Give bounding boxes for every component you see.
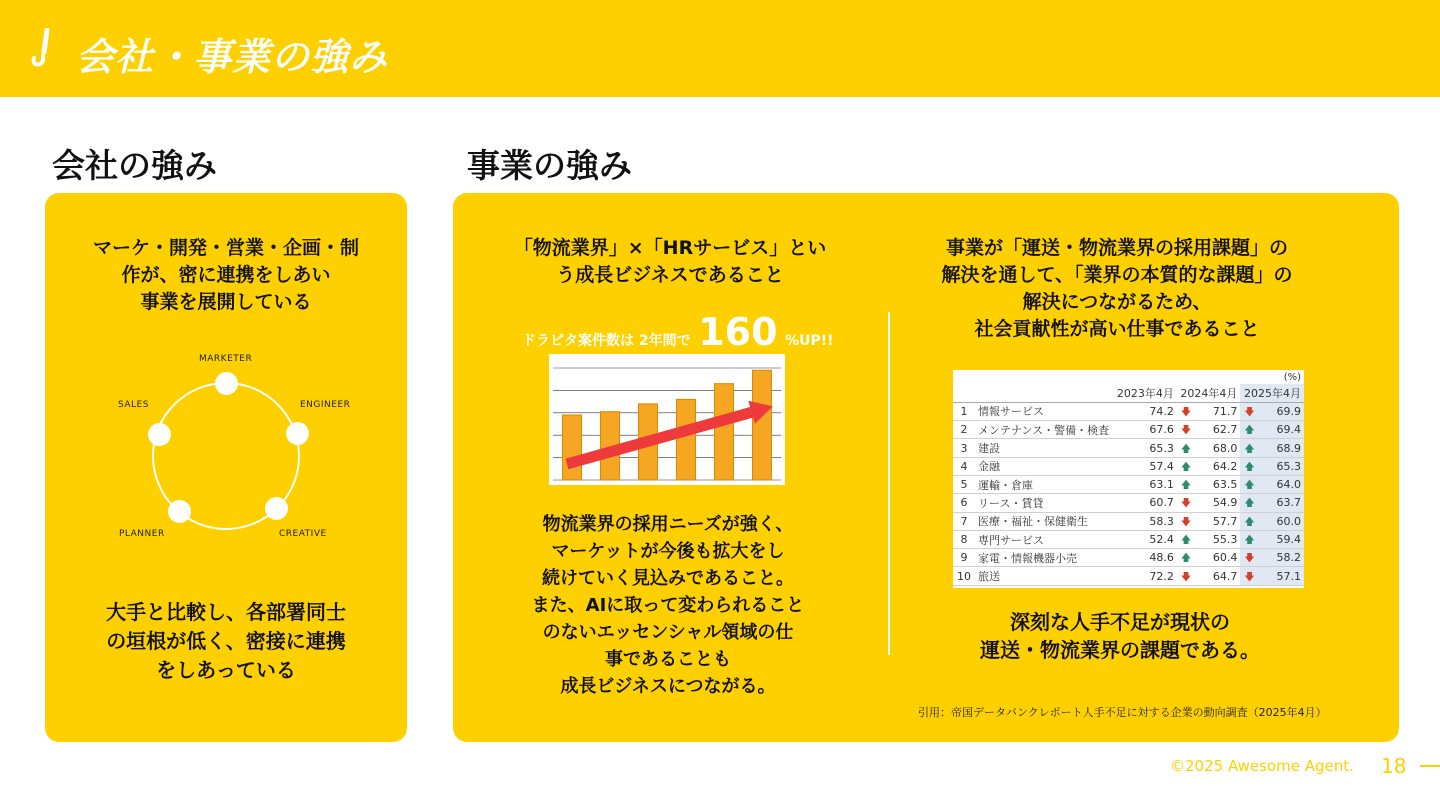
value-2025-cell: [1240, 549, 1304, 567]
value-2025-cell: [1240, 494, 1304, 512]
col-2023: 2023年4月: [1113, 384, 1177, 402]
table-row: [953, 530, 1304, 548]
growth-bar-chart: [549, 354, 785, 485]
value: 69.4: [1276, 423, 1301, 437]
table-row: [953, 549, 1304, 567]
arrow-up-icon: 🡅: [1244, 498, 1255, 510]
value-2025-cell: [1240, 457, 1304, 475]
value-2023-cell: 48.6: [1113, 549, 1177, 567]
value: 57.1: [1276, 569, 1301, 583]
sales-node: [148, 423, 171, 446]
value: 71.7: [1212, 404, 1238, 418]
value: 65.3: [1276, 459, 1301, 473]
industry-cell: リース・賃貸: [975, 494, 1113, 512]
headline-suffix: %UP!!: [785, 333, 834, 349]
value-2023-cell: 60.7: [1113, 494, 1177, 512]
table-row: [953, 567, 1304, 585]
arrow-up-icon: 🡅: [1180, 535, 1192, 547]
no-cell: 1: [953, 402, 975, 420]
value-2023-cell: 65.3: [1113, 439, 1177, 457]
value-2025-cell: [1240, 475, 1304, 493]
arrow-up-icon: 🡅: [1244, 480, 1255, 492]
table-row: [953, 457, 1304, 475]
case-growth-headline: [522, 310, 834, 354]
creative-label: CREATIVE: [279, 529, 327, 539]
arrow-down-icon: 🡇: [1180, 425, 1192, 437]
arrow-up-icon: 🡅: [1244, 443, 1255, 455]
value: 57.7: [1212, 514, 1238, 528]
team-cycle-diagram: [45, 345, 407, 545]
table-row: [953, 512, 1304, 530]
table-row: [953, 402, 1304, 420]
value-2025-cell: [1240, 512, 1304, 530]
value-2025-cell: [1240, 530, 1304, 548]
industry-cell: 建設: [975, 439, 1113, 457]
table-row: [953, 494, 1304, 512]
no-cell: 7: [953, 512, 975, 530]
industry-cell: メンテナンス・警備・検査: [975, 421, 1113, 439]
value-2024-cell: [1177, 512, 1241, 530]
company-barrier-text: 大手と比較し、各部署同士 の垣根が低く、密接に連携 をしあっている: [106, 600, 346, 682]
no-cell: 9: [953, 549, 975, 567]
sales-label: SALES: [118, 400, 149, 410]
citation: 引用：帝国データバンクレポート人手不足に対する企業の動向調査（2025年4月）: [918, 706, 1327, 719]
arrow-down-icon: 🡇: [1244, 571, 1255, 583]
arrow-down-icon: 🡇: [1180, 498, 1192, 510]
arrow-up-icon: 🡅: [1244, 516, 1255, 528]
no-cell: 4: [953, 457, 975, 475]
company-strength-title: 会社の強み: [52, 146, 217, 185]
table-row: [953, 439, 1304, 457]
value-2023-cell: 52.4: [1113, 530, 1177, 548]
no-cell: 2: [953, 421, 975, 439]
column-divider: [888, 312, 890, 655]
value: 64.2: [1212, 459, 1238, 473]
arrow-down-icon: 🡇: [1180, 571, 1192, 583]
table-unit: (%): [1283, 371, 1301, 383]
value: 58.2: [1276, 551, 1301, 565]
value: 55.3: [1212, 533, 1238, 547]
checkmark-icon: [30, 28, 56, 68]
arrow-up-icon: 🡅: [1180, 480, 1192, 492]
chart-bar: [677, 399, 696, 480]
planner-node: [168, 500, 191, 523]
page-number: 18: [1381, 754, 1407, 778]
business-strength-title: 事業の強み: [467, 146, 632, 185]
growth-business-title: 「物流業界」×「HRサービス」とい う成長ビジネスであること: [513, 237, 827, 286]
engineer-node: [286, 422, 309, 445]
industry-cell: 旅送: [975, 567, 1113, 585]
arrow-down-icon: 🡇: [1180, 406, 1192, 418]
value: 59.4: [1276, 533, 1301, 547]
industry-cell: 医療・福祉・保健衛生: [975, 512, 1113, 530]
creative-node: [265, 497, 288, 520]
planner-label: PLANNER: [119, 529, 165, 539]
table-row: [953, 421, 1304, 439]
value-2023-cell: 74.2: [1113, 402, 1177, 420]
value-2023-cell: 72.2: [1113, 567, 1177, 585]
col-2025: 2025年4月: [1240, 384, 1304, 402]
arrow-up-icon: 🡅: [1244, 535, 1255, 547]
industry-cell: 運輸・倉庫: [975, 475, 1113, 493]
table-header-row: [953, 384, 1304, 402]
industry-cell: 金融: [975, 457, 1113, 475]
social-contribution-title: 事業が「運送・物流業界の採用課題」の 解決を通して、「業界の本質的な課題」の 解決につながるため、 社会貢献性が高い仕事であること: [941, 237, 1293, 340]
engineer-label: ENGINEER: [300, 400, 351, 410]
value: 64.7: [1212, 569, 1238, 583]
company-collab-text: マーケ・開発・営業・企画・制 作が、密に連携をしあい 事業を展開している: [92, 237, 359, 313]
arrow-up-icon: 🡅: [1180, 461, 1192, 473]
marketer-label: MARKETER: [199, 354, 253, 364]
value-2025-cell: [1240, 421, 1304, 439]
value: 68.0: [1212, 441, 1238, 455]
page-line: [1420, 765, 1440, 767]
page-title: 会社・事業の強み: [76, 35, 389, 79]
col-2024: 2024年4月: [1177, 384, 1241, 402]
value: 60.0: [1276, 514, 1301, 528]
value-2025-cell: [1240, 567, 1304, 585]
arrow-down-icon: 🡇: [1244, 553, 1255, 565]
value: 54.9: [1212, 496, 1238, 510]
value-2023-cell: 67.6: [1113, 421, 1177, 439]
value-2023-cell: 63.1: [1113, 475, 1177, 493]
labor-shortage-table: [953, 370, 1304, 588]
logistics-needs-text: 物流業界の採用ニーズが強く、 マーケットが今後も拡大をし 続けていく見込みであること。 また、AIに取って変わられること のないエッセンシャル領域の仕 事であることも 成長ビジネスにつながる。: [531, 514, 805, 697]
headline-number: 160: [698, 310, 778, 354]
no-cell: 5: [953, 475, 975, 493]
value-2024-cell: [1177, 494, 1241, 512]
value-2024-cell: [1177, 457, 1241, 475]
headline-prefix: ドラピタ案件数は 2年間で: [522, 333, 691, 349]
table-row: [953, 475, 1304, 493]
header-bar: [0, 0, 1440, 97]
industry-cell: 専門サービス: [975, 530, 1113, 548]
value-2024-cell: [1177, 567, 1241, 585]
chart-bar: [753, 370, 772, 480]
arrow-up-icon: 🡅: [1244, 461, 1255, 473]
value: 60.4: [1212, 551, 1238, 565]
chart-bar: [715, 384, 734, 480]
value-2024-cell: [1177, 421, 1241, 439]
arrow-down-icon: 🡇: [1180, 516, 1192, 528]
value-2023-cell: 57.4: [1113, 457, 1177, 475]
value: 62.7: [1212, 423, 1238, 437]
arrow-up-icon: 🡅: [1244, 425, 1255, 437]
copyright: ©2025 Awesome Agent.: [1170, 757, 1354, 775]
growth-bar-chart-svg: [549, 354, 785, 485]
value: 64.0: [1276, 478, 1301, 492]
value-2024-cell: [1177, 475, 1241, 493]
arrow-down-icon: 🡇: [1244, 406, 1255, 418]
value-2024-cell: [1177, 402, 1241, 420]
industry-cell: 家電・情報機器小売: [975, 549, 1113, 567]
no-cell: 8: [953, 530, 975, 548]
no-cell: 6: [953, 494, 975, 512]
value-2025-cell: [1240, 402, 1304, 420]
arrow-up-icon: 🡅: [1180, 553, 1192, 565]
value-2024-cell: [1177, 439, 1241, 457]
marketer-node: [215, 372, 238, 395]
value: 69.9: [1276, 404, 1301, 418]
chart-bar: [563, 415, 582, 480]
no-cell: 3: [953, 439, 975, 457]
arrow-up-icon: 🡅: [1180, 443, 1192, 455]
no-cell: 10: [953, 567, 975, 585]
industry-cell: 情報サービス: [975, 402, 1113, 420]
value: 63.7: [1276, 496, 1301, 510]
value-2024-cell: [1177, 530, 1241, 548]
value: 63.5: [1212, 478, 1238, 492]
labor-shortage-text: 深刻な人手不足が現状の 運送・物流業界の課題である。: [980, 610, 1260, 662]
value-2024-cell: [1177, 549, 1241, 567]
value-2023-cell: 58.3: [1113, 512, 1177, 530]
value-2025-cell: [1240, 439, 1304, 457]
value: 68.9: [1276, 441, 1301, 455]
